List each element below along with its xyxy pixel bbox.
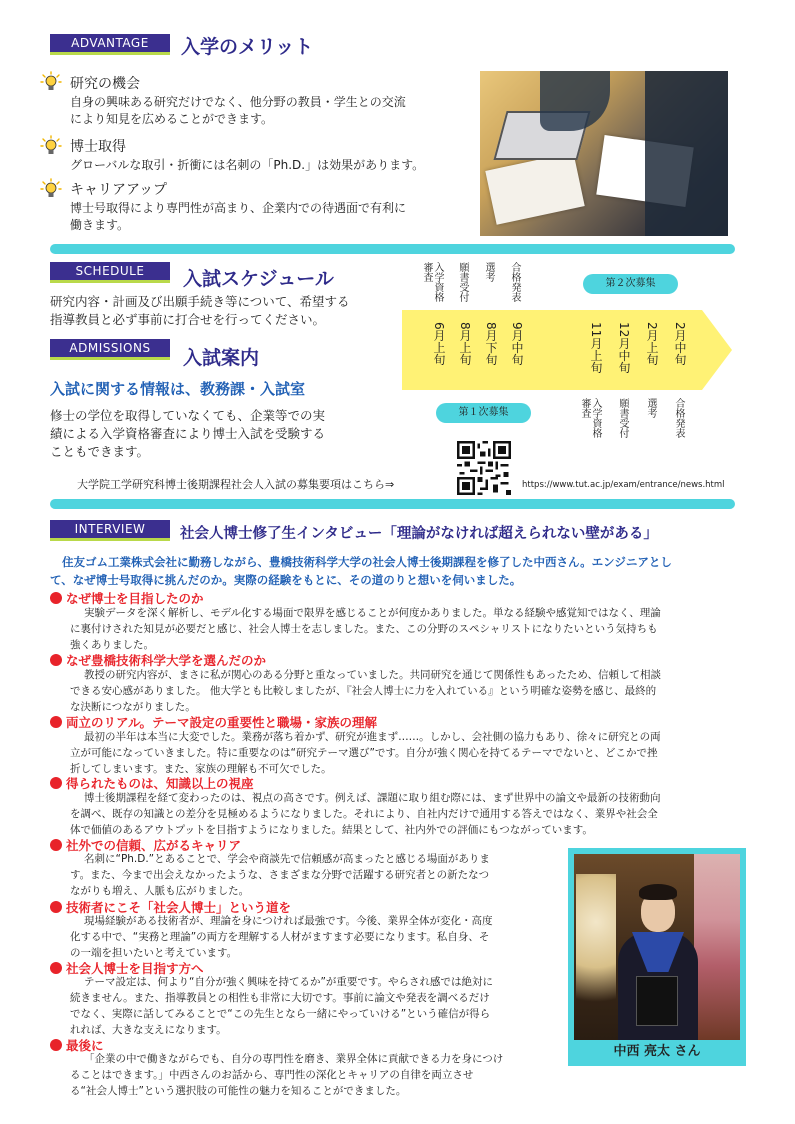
qa-line: できる安心感がありました。 他大学とも比較しましたが、『社会人博士に力を入れている』という明確な姿勢を感じ、最終的 <box>70 685 657 697</box>
timeline-label-result: 合格発表 <box>509 262 520 302</box>
timeline-label-selection-2: 選考 <box>645 398 656 418</box>
qa-line: テーマ設定は、何より“自分が強く興味を持てるか”が重要です。やらされ感では絶対に <box>84 976 494 988</box>
advantage-tag: ADVANTAGE <box>50 34 170 52</box>
qa-line: 名刺に“Ph.D.”とあることで、学会や商談先で信頼感が高まったと感じる場面がありま <box>84 853 490 865</box>
qa-line: 化する中で、“実務と理論”の両方を理解する人材がますます必要になります。私自身、そ <box>70 931 490 943</box>
merit-body-phd: グローバルな取引・折衝には名刺の「Ph.D.」は効果があります。 <box>70 158 425 172</box>
application-guide-link-text[interactable]: 大学院工学研究科博士後期課程社会人入試の募集要項はこちら⇒ <box>77 478 395 491</box>
qa-heading-text: 両立のリアル。テーマ設定の重要性と職場・家族の理解 <box>66 715 378 730</box>
red-dot-icon <box>50 716 62 728</box>
qa-heading-text: なぜ博士を目指したのか <box>66 591 204 606</box>
timeline-month: 8月下旬 <box>484 322 498 366</box>
qa-line: を調べ、既存の知識との差分を見極めるようになりました。それにより、自社内だけで通用する答えではなく、業界や社会全 <box>70 808 658 820</box>
section-divider <box>50 499 735 509</box>
interview-tag: INTERVIEW <box>50 520 170 538</box>
schedule-tag: SCHEDULE <box>50 262 170 280</box>
timeline-month: 11月上旬 <box>589 322 603 374</box>
schedule-desc-1: 研究内容・計画及び出願手続き等について、希望する <box>50 294 350 309</box>
qa-line: の一端を担いたいと考えています。 <box>70 947 238 959</box>
merit-title-research: 研究の機会 <box>70 76 140 92</box>
interviewee-photo <box>574 854 740 1040</box>
qa-heading-text: 社会人博士を目指す方へ <box>66 961 204 976</box>
qa-line: 教授の研究内容が、まさに私が関心のある分野と重なっていました。共同研究を通じて関係性もあったため、信頼して相談 <box>84 669 661 681</box>
lightbulb-icon <box>40 178 62 200</box>
timeline-label-qualification-2: 入学資格 審査 <box>579 398 601 438</box>
lightbulb-icon <box>40 135 62 157</box>
red-dot-icon <box>50 962 62 974</box>
qa-heading <box>50 651 266 669</box>
timeline-label-application-2: 願書受付 <box>617 398 628 438</box>
timeline-month: 6月上旬 <box>432 322 446 366</box>
qa-line: 続きません。また、指導教員との相性も非常に大切です。事前に論文や発表を調べるだけ <box>70 992 490 1004</box>
application-guide-url[interactable]: https://www.tut.ac.jp/exam/entrance/news.html <box>522 480 725 490</box>
schedule-title: 入試スケジュール <box>183 268 334 290</box>
merit-body-research-2: により知見を広めることができます。 <box>70 112 274 126</box>
interviewee-caption: 中西 亮太 さん <box>613 1044 701 1059</box>
timeline-month: 2月中旬 <box>673 322 687 366</box>
interview-lead-2: て、なぜ博士号取得に挑んだのか。実際の経験をもとに、その道のりと想いを伺いました。 <box>50 573 522 587</box>
timeline-month: 8月上旬 <box>458 322 472 366</box>
qa-line: に裏付けされた知見が必要だと感じ、社会人博士を志しました。また、この分野のスペシャリストになりたいという気持ちも <box>70 623 658 635</box>
section-divider <box>50 244 735 254</box>
red-dot-icon <box>50 592 62 604</box>
qa-heading-text: 技術者にこそ「社会人博士」という道を <box>66 900 292 915</box>
interview-lead-1: 住友ゴム工業株式会社に勤務しながら、豊橋技術科学大学の社会人博士後期課程を修了した中西さん。エンジニアとし <box>62 555 672 569</box>
admissions-body-1: 修士の学位を取得していなくても、企業等での実 <box>50 408 326 423</box>
qa-heading-text: 得られたものは、知識以上の視座 <box>66 776 254 791</box>
qa-heading-text: 最後に <box>66 1038 104 1053</box>
timeline-label-result-2: 合格発表 <box>673 398 684 438</box>
merit-body-career-1: 博士号取得により専門性が高まり、企業内での待遇面で有利に <box>70 201 407 215</box>
qa-line: る“社会人博士”という選択肢の可能性の魅力を知ることができました。 <box>70 1085 407 1097</box>
qr-code-icon[interactable] <box>457 441 511 495</box>
merit-title-career: キャリアアップ <box>70 182 168 198</box>
qa-line: 現場経験がある技術者が、理論を身につければ最強です。今後、業界全体が変化・高度 <box>84 915 493 927</box>
merit-title-phd: 博士取得 <box>70 139 126 155</box>
interviewee-photo-frame <box>568 848 746 1066</box>
red-dot-icon <box>50 654 62 666</box>
qa-line: 体で価値のあるアウトプットを目指すようになりました。結果として、社内外での評価にもつながっています。 <box>70 824 593 836</box>
merit-body-career-2: 働きます。 <box>70 218 130 232</box>
admissions-body-2: 績による入学資格審査により博士入試を受験する <box>50 426 326 441</box>
qa-line: す。また、今まで出会えなかったような、さまざまな分野で活躍する研究者との新たなつ <box>70 869 490 881</box>
merit-body-research-1: 自身の興味ある研究だけでなく、他分野の教員・学生との交流 <box>70 95 406 109</box>
red-dot-icon <box>50 839 62 851</box>
qa-line: 折してしまいます。また、家族の理解も不可欠でした。 <box>70 763 332 775</box>
qa-line: 強くありました。 <box>70 639 154 651</box>
first-round-badge: 第１次募集 <box>436 403 531 423</box>
qa-heading-text: なぜ豊橋技術科学大学を選んだのか <box>66 653 267 668</box>
qa-line: ることはできます。」中西さんのお話から、専門性の深化とキャリアの自律を両立させ <box>70 1069 474 1081</box>
qa-heading <box>50 589 204 607</box>
timeline-label-selection: 選考 <box>483 262 494 282</box>
admissions-subtitle: 入試に関する情報は、教務課・入試室 <box>50 380 306 398</box>
qa-heading <box>50 713 377 731</box>
qa-line: な決断につながりました。 <box>70 701 196 713</box>
timeline-month: 2月上旬 <box>645 322 659 366</box>
timeline-month: 9月中旬 <box>510 322 524 366</box>
admissions-body-3: こともできます。 <box>50 444 150 459</box>
qa-line: ながりも増え、人脈も広がりました。 <box>70 885 250 897</box>
qa-line: でなく、実際に話してみることで“この先生となら一緒にやっていける”という確信が得ら <box>70 1008 491 1020</box>
second-round-badge: 第２次募集 <box>583 274 678 294</box>
timeline-month: 12月中旬 <box>617 322 631 374</box>
timeline-label-qualification: 入学資格 審査 <box>421 262 443 302</box>
interview-title: 社会人博士修了生インタビュー「理論がなければ超えられない壁がある」 <box>180 526 658 542</box>
qa-line: れれば、大きな支えになります。 <box>70 1024 227 1036</box>
red-dot-icon <box>50 901 62 913</box>
qa-heading <box>50 774 254 792</box>
lightbulb-icon <box>40 71 62 93</box>
qa-line: 最初の半年は本当に大変でした。業務が落ち着かず、研究が進まず……。しかし、会社側の協力もあり、徐々に研究との両 <box>84 731 661 743</box>
admissions-title: 入試案内 <box>183 347 260 369</box>
qa-line: 「企業の中で働きながらでも、自分の専門性を磨き、業界全体に貢献できる力を身につけ <box>84 1053 504 1065</box>
qa-heading-text: 社外での信頼、広がるキャリア <box>66 838 242 853</box>
schedule-desc-2: 指導教員と必ず事前に打合せを行ってください。 <box>50 312 326 327</box>
business-meeting-photo <box>480 71 728 236</box>
red-dot-icon <box>50 777 62 789</box>
qa-line: 実験データを深く解析し、モデル化する場面で限界を感じることが何度かありました。単なる経験や感覚知ではなく、理論 <box>84 607 661 619</box>
qa-line: 博士後期課程を経て変わったのは、視点の高さです。例えば、課題に取り組む際には、まず世界中の論文や最新の技術動向 <box>84 792 661 804</box>
qa-line: 立が可能になっていきました。特に重要なのは“研究テーマ選び”です。自分が強く関心を持てるテーマでないと、どこかで挫 <box>70 747 658 759</box>
timeline-label-application: 願書受付 <box>457 262 468 302</box>
admissions-tag: ADMISSIONS <box>50 339 170 357</box>
red-dot-icon <box>50 1039 62 1051</box>
advantage-title: 入学のメリット <box>181 36 314 58</box>
